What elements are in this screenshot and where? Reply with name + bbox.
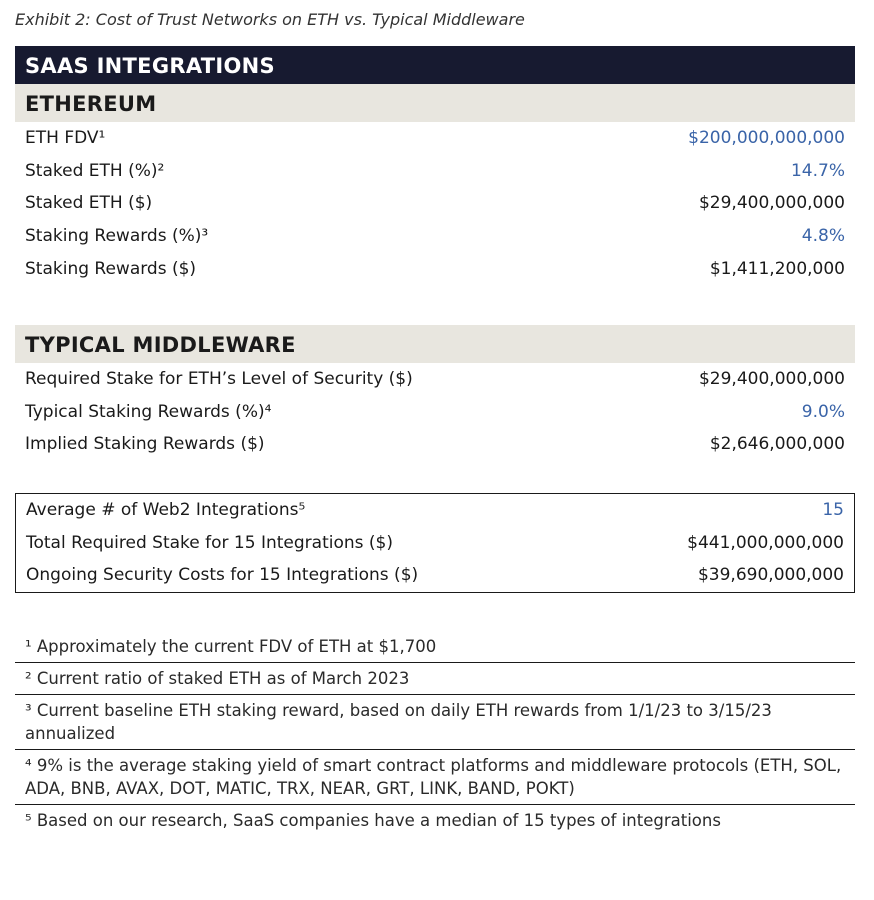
row-value: $441,000,000,000 [687,532,844,553]
spacer [15,285,855,325]
row-label: ETH FDV¹ [25,128,106,149]
table-row [16,559,854,592]
row-value: 14.7% [790,160,845,181]
footnote-2: ² Current ratio of staked ETH as of March 2023 [15,662,855,694]
row-label: Staked ETH (%)² [25,160,165,181]
row-label: Ongoing Security Costs for 15 Integrations ($) [26,565,419,586]
table-row [15,252,855,285]
main-header: SAAS INTEGRATIONS [15,46,855,84]
ethereum-table [15,122,855,285]
spacer [15,461,855,493]
table-row [16,494,854,527]
footnotes [15,631,855,836]
row-value: $200,000,000,000 [688,128,845,149]
spacer [15,593,855,631]
integrations-box [15,493,855,593]
footnote-5: ⁵ Based on our research, SaaS companies have a median of 15 types of integrations [15,804,855,836]
section-header-middleware: TYPICAL MIDDLEWARE [15,325,855,363]
row-value: $29,400,000,000 [698,369,845,390]
row-value: $2,646,000,000 [709,434,845,455]
table-row [15,428,855,461]
table-row [15,122,855,155]
row-value: 4.8% [801,226,845,247]
row-label: Typical Staking Rewards (%)⁴ [25,401,272,422]
footnote-1: ¹ Approximately the current FDV of ETH at $1,700 [25,636,437,656]
row-value: 9.0% [801,401,845,422]
row-label: Implied Staking Rewards ($) [25,434,265,455]
row-label: Average # of Web2 Integrations⁵ [26,500,306,521]
middleware-table [15,363,855,461]
row-label: Staked ETH ($) [25,193,153,214]
table-row [15,363,855,396]
row-label: Total Required Stake for 15 Integrations ($) [26,532,393,553]
exhibit-page [15,0,855,836]
table-row [15,187,855,220]
exhibit-title: Exhibit 2: Cost of Trust Networks on ETH vs. Typical Middleware [15,10,525,29]
footnote-3: ³ Current baseline ETH staking reward, based on daily ETH rewards from 1/1/23 to 3/15/23 annualized [15,694,855,749]
row-value: $29,400,000,000 [698,193,845,214]
row-label: Staking Rewards (%)³ [25,226,209,247]
row-label: Staking Rewards ($) [25,258,197,279]
table-row [15,220,855,253]
row-value: $39,690,000,000 [697,565,844,586]
row-value: $1,411,200,000 [709,258,845,279]
table-row [15,155,855,188]
footnote-4: ⁴ 9% is the average staking yield of smart contract platforms and middleware protocols (ETH, SOL, ADA, BNB, AVAX, DOT, MATIC, TRX, NEAR, GRT, LINK, BAND, POKT) [15,749,855,804]
table-row [16,526,854,559]
section-header-ethereum: ETHEREUM [15,84,855,122]
row-label: Required Stake for ETH’s Level of Security ($) [25,369,413,390]
table-row [15,396,855,429]
row-value: 15 [822,500,844,521]
